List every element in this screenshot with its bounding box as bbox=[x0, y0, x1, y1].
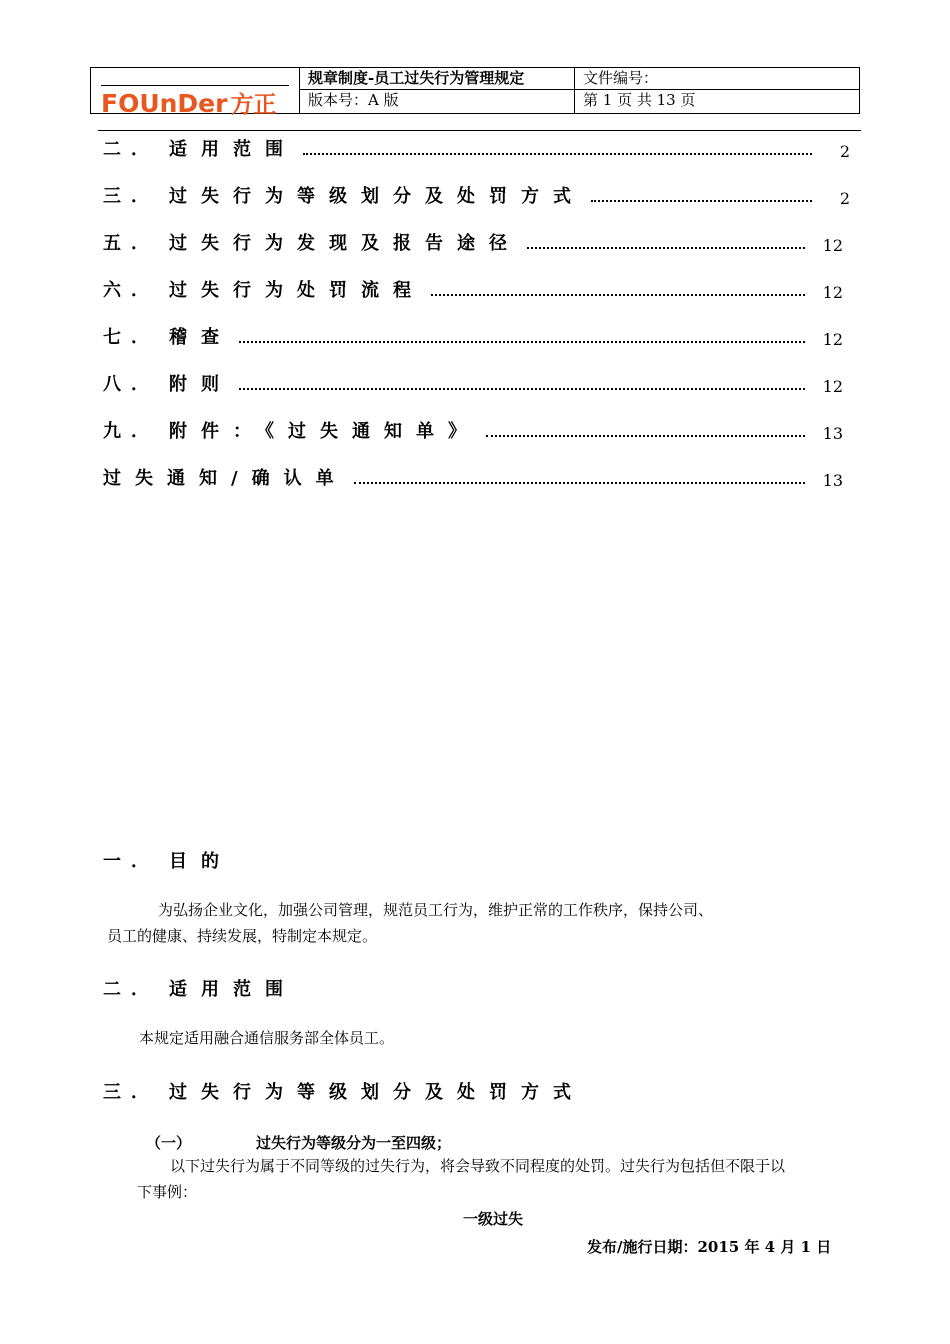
founder-logo bbox=[101, 86, 276, 119]
doc-title: 规章制度-员工过失行为管理规定 bbox=[300, 68, 575, 90]
toc-entry[interactable] bbox=[103, 276, 843, 302]
page-info: 第 1 页 共 13 页 bbox=[583, 91, 696, 109]
toc-number: 六． bbox=[103, 280, 159, 301]
toc-entry[interactable] bbox=[103, 370, 843, 396]
logo-text-en: FOUnDer bbox=[101, 89, 228, 118]
section-number: 三． bbox=[103, 1082, 159, 1103]
level-one-title: 一级过失 bbox=[463, 1210, 524, 1228]
publish-date: 发布/施行日期：2015 年 4 月 1 日 bbox=[587, 1238, 832, 1256]
toc-leader bbox=[303, 153, 812, 155]
document-header bbox=[90, 67, 860, 118]
toc-page: 2 bbox=[839, 189, 850, 208]
section-heading-scope bbox=[103, 975, 297, 1001]
section-title: 适用范围 bbox=[169, 979, 297, 1000]
toc-number: 七． bbox=[103, 327, 159, 348]
header-divider bbox=[98, 130, 861, 131]
toc-page: 13 bbox=[822, 471, 843, 490]
purpose-paragraph-line1: 为弘扬企业文化，加强公司管理，规范员工行为，维护正常的工作秩序，保持公司、 bbox=[158, 901, 714, 919]
toc-title: 附则 bbox=[169, 374, 233, 395]
toc-leader bbox=[486, 435, 805, 437]
section-heading-levels bbox=[103, 1078, 585, 1104]
levels-paragraph-line2: 下事例： bbox=[137, 1183, 198, 1201]
toc-entry[interactable] bbox=[103, 464, 843, 490]
subsection-number: （一） bbox=[146, 1134, 192, 1152]
toc-page: 12 bbox=[822, 330, 843, 349]
toc-number: 八． bbox=[103, 374, 159, 395]
toc-entry[interactable] bbox=[103, 417, 843, 443]
logo-cell bbox=[91, 68, 300, 118]
toc-page: 12 bbox=[822, 377, 843, 396]
toc-leader bbox=[591, 200, 812, 202]
toc-leader bbox=[354, 482, 805, 484]
version: 版本号：A 版 bbox=[300, 90, 575, 113]
toc-entry[interactable] bbox=[103, 323, 843, 349]
toc-number: 九． bbox=[103, 421, 159, 442]
toc-title: 附件：《过失通知单》 bbox=[169, 421, 480, 442]
toc-title: 过失行为等级划分及处罚方式 bbox=[169, 186, 585, 207]
toc-title: 过失行为发现及报告途径 bbox=[169, 233, 521, 254]
toc-page: 12 bbox=[822, 283, 843, 302]
toc-number: 五． bbox=[103, 233, 159, 254]
toc-entry[interactable] bbox=[103, 182, 850, 208]
toc-entry[interactable] bbox=[103, 135, 850, 161]
toc-title: 过失行为处罚流程 bbox=[169, 280, 425, 301]
toc-leader bbox=[527, 247, 805, 249]
section-title: 过失行为等级划分及处罚方式 bbox=[169, 1082, 585, 1103]
toc-title: 适用范围 bbox=[169, 139, 297, 160]
section-number: 一． bbox=[103, 851, 159, 872]
toc-page: 2 bbox=[839, 142, 850, 161]
toc-leader bbox=[431, 294, 805, 296]
section-title: 目的 bbox=[169, 851, 233, 872]
toc-number: 三． bbox=[103, 186, 159, 207]
toc-entry[interactable] bbox=[103, 229, 843, 255]
subsection-title: 过失行为等级分为一至四级； bbox=[256, 1134, 452, 1152]
scope-paragraph: 本规定适用融合通信服务部全体员工。 bbox=[139, 1029, 395, 1047]
toc-leader bbox=[239, 388, 805, 390]
logo-text-cn: 方正 bbox=[230, 92, 277, 118]
purpose-paragraph-line2: 员工的健康、持续发展，特制定本规定。 bbox=[107, 927, 378, 945]
levels-paragraph-line1: 以下过失行为属于不同等级的过失行为，将会导致不同程度的处罚。过失行为包括但不限于以 bbox=[170, 1157, 786, 1175]
toc-page: 13 bbox=[822, 424, 843, 443]
toc-title: 稽查 bbox=[169, 327, 233, 348]
section-number: 二． bbox=[103, 979, 159, 1000]
section-heading-purpose bbox=[103, 847, 233, 873]
toc-page: 12 bbox=[822, 236, 843, 255]
file-number: 文件编号： bbox=[575, 68, 859, 90]
toc-leader bbox=[239, 341, 805, 343]
toc-number: 二． bbox=[103, 139, 159, 160]
toc-title: 过失通知/确认单 bbox=[103, 468, 348, 489]
